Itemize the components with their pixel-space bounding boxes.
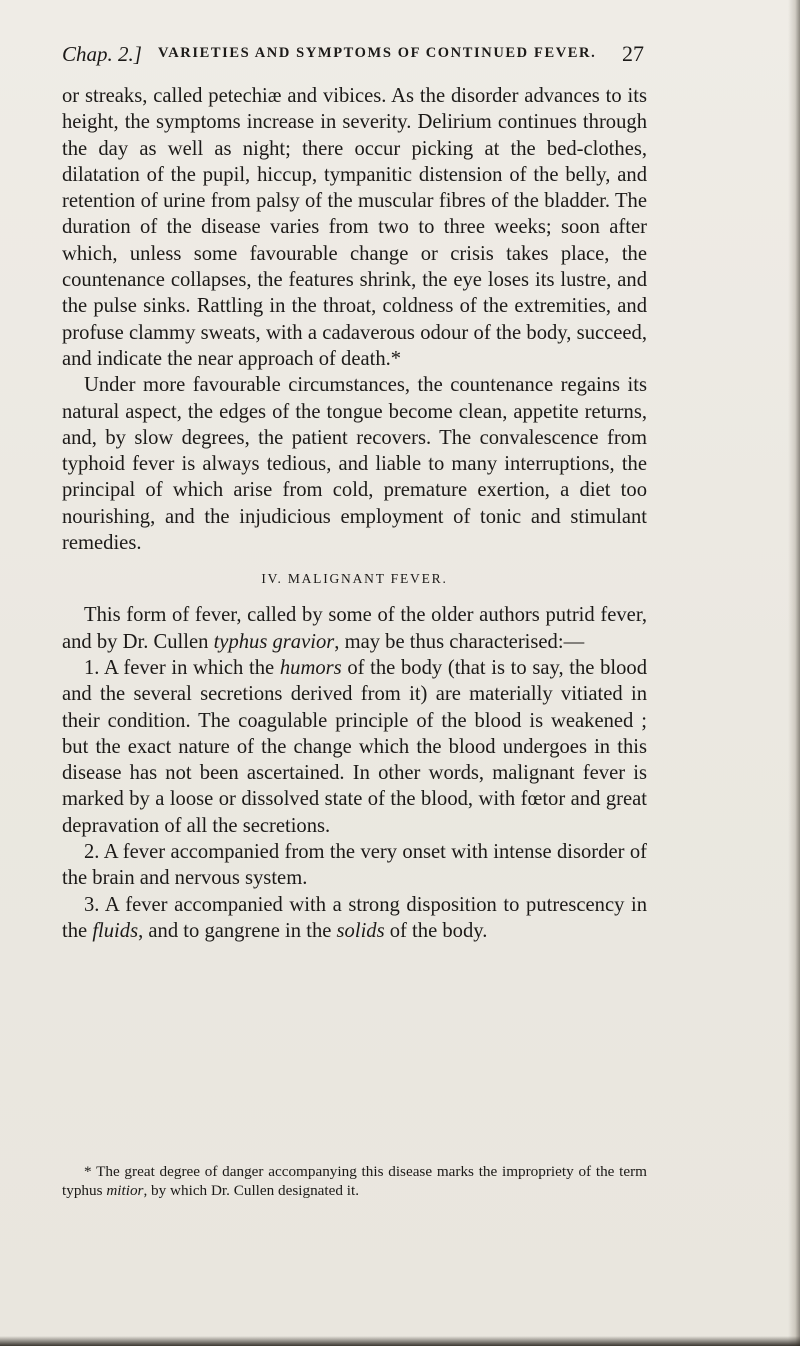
text-run: 1. A fever in which the [84,656,280,679]
running-title: VARIETIES AND SYMPTOMS OF CONTINUED FEVER. [158,45,597,61]
paragraph-malignant-intro [62,602,647,655]
footnote [62,1163,647,1200]
text-run: of the body (that is to say, the blood and the several secretions derived from it) are materially vitiated in their condition. The coagulable principle of the blood is weakened ; but the exact nature of the change which the blood undergoes in this disease has not been ascertained. In other words, malignant fever is marked by a loose or dissolved state of the blood, with fœtor and great depravation of all the secretions. [62,656,647,837]
italic-term: fluids [92,919,139,942]
page-edge-shadow [788,0,800,1346]
section-heading: IV. MALIGNANT FEVER. [261,571,448,587]
page-bottom-shadow [0,1336,800,1346]
paragraph-convalescence: Under more favourable circumstances, the countenance regains its natural aspect, the edges of the tongue become clean, appetite returns, and, by slow degrees, the patient recovers. The convalescence from typhoid fever is always tedious, and liable to many interruptions, the principal of which arise from cold, premature exertion, a diet too nourishing, and the injudicious employment of tonic and stimulant remedies. [62,374,647,555]
footnote-text [62,1163,647,1200]
italic-term: humors [279,656,342,679]
italic-term: solids [336,919,385,942]
page-header [62,42,644,72]
text-run: , may be thus characterised:— [334,630,585,653]
text-run: 3. A fever accompanied with a strong disposition to putrescency in the [62,893,647,942]
list-item-2: 2. A fever accompanied from the very onset with intense disorder of the brain and nervous system. [62,841,647,890]
text-run: of the body. [384,919,488,942]
italic-term: mitior [106,1181,144,1199]
text-run: This form of fever, called by some of the older authors putrid fever, and by Dr. Cullen [62,604,647,653]
italic-term: typhus gravior [213,630,335,653]
text-run: , and to gangrene in the [138,919,337,942]
text-run: * The great degree of danger accompanying this disease marks the impropriety of the term typhus [62,1163,647,1199]
paragraph-symptoms: or streaks, called petechiæ and vibices. As the disorder advances to its height, the symptoms increase in severity. Delirium continues through the day as well as night; there occur picking at the bed-clothes, dilatation of the pupil, hiccup, tympanitic distension of the belly, and retention of urine from palsy of the muscular fibres of the bladder. The duration of the disease varies from two to three weeks; soon after which, unless some favourable change or crisis takes place, the countenance collapses, the features shrink, the eye loses its lustre, and the pulse sinks. Rattling in the throat, coldness of the extremities, and profuse clammy sweats, with a cadaverous odour of the body, succeed, and indicate the near approach of death.* [62,85,647,370]
page-number: 27 [622,41,644,66]
text-run: , by which Dr. Cullen designated it. [143,1181,359,1199]
body-text [62,83,647,944]
list-item-3 [62,892,647,945]
chapter-label: Chap. 2.] [62,42,142,66]
list-item-1 [62,655,647,839]
